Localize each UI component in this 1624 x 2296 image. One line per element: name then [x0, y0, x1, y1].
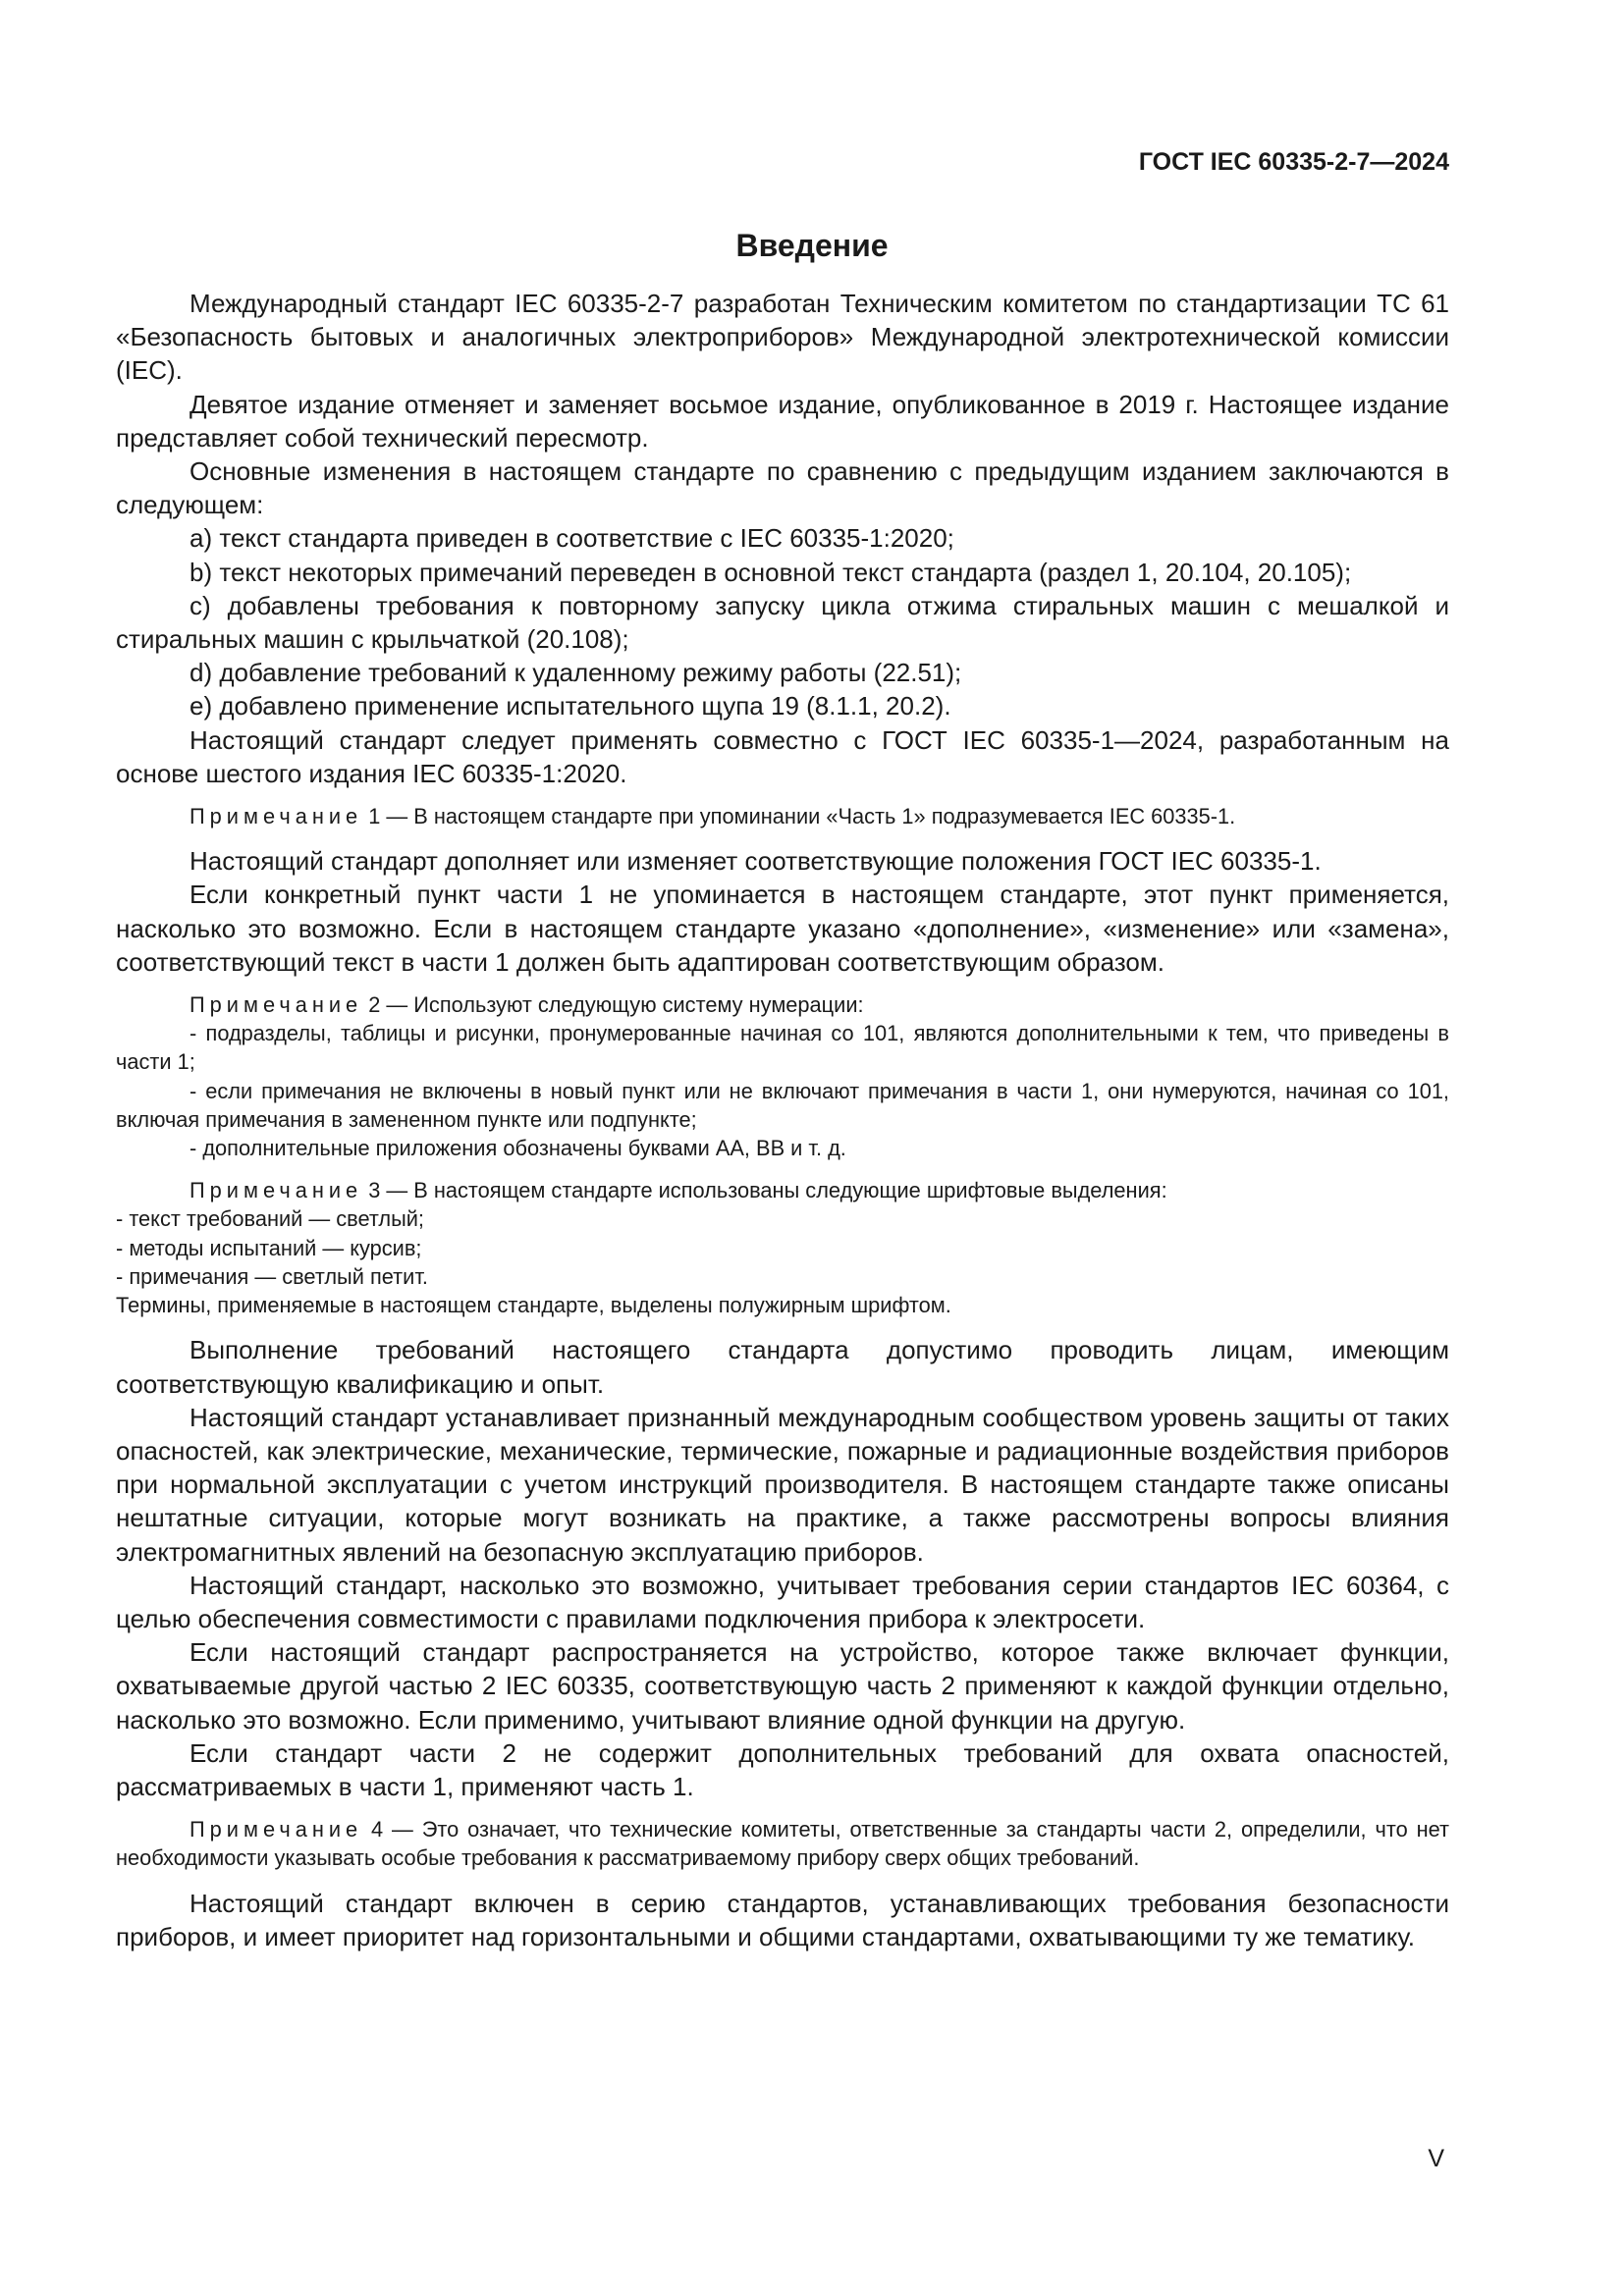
- note-item: - методы испытаний — курсив;: [116, 1235, 422, 1260]
- note-label: Примечание: [189, 1817, 363, 1842]
- paragraph: Если настоящий стандарт распространяется на устройство, которое также включает функции, охватываемые другой частью 2 IEC 60335, соответствующую часть 2 применяют к каждой функции отдельно, насколько это возможно. Если применимо, учитывают влияние одной функции на другую.: [116, 1637, 1449, 1735]
- note-3: [116, 1176, 1449, 1319]
- list-item-d: d) добавление требований к удаленному режиму работы (22.51);: [189, 658, 962, 688]
- paragraph: Настоящий стандарт следует применять совместно с ГОСТ IEC 60335-1—2024, разработанным на основе шестого издания IEC 60335-1:2020.: [116, 724, 1449, 788]
- main-text: [116, 287, 1449, 1953]
- note-label: Примечание: [189, 804, 363, 829]
- paragraph: Выполнение требований настоящего стандарта допустимо проводить лицам, имеющим соответствующую квалификацию и опыт.: [116, 1335, 1449, 1399]
- note-text: 2 — Используют следующую систему нумерации:: [362, 992, 864, 1018]
- note-1: [116, 802, 1449, 830]
- list-item-e: е) добавлено применение испытательного щупа 19 (8.1.1, 20.2).: [189, 691, 951, 721]
- list-item-b: b) текст некоторых примечаний переведен в основной текст стандарта (раздел 1, 20.104, 20.105);: [189, 557, 1352, 587]
- paragraph: Настоящий стандарт включен в серию стандартов, устанавливающих требования безопасности приборов, и имеет приоритет над горизонтальными и общими стандартами, охватывающими ту же тематику.: [116, 1888, 1449, 1951]
- note-4: [116, 1815, 1449, 1872]
- paragraph: Настоящий стандарт устанавливает признанный международным сообществом уровень защиты от таких опасностей, как электрические, механические, термические, пожарные и радиационные воздействия приборов при нормальной эксплуатации с учетом инструкций производителя. В настоящем стандарте также описаны нештатные ситуации, которые могут возникать на практике, а также рассмотрены вопросы влияния электромагнитных явлений на безопасную эксплуатацию приборов.: [116, 1402, 1449, 1567]
- page-number: V: [1428, 2145, 1444, 2172]
- paragraph: Международный стандарт IEC 60335-2-7 разработан Техническим комитетом по стандартизации ТС 61 «Безопасность бытовых и аналогичных электроприборов» Международной электротехнической комиссии (IEC).: [116, 289, 1449, 386]
- note-item: - текст требований — светлый;: [116, 1206, 424, 1232]
- paragraph: Если стандарт части 2 не содержит дополнительных требований для охвата опасностей, рассматриваемых в части 1, применяют часть 1.: [116, 1737, 1449, 1801]
- paragraph: Девятое издание отменяет и заменяет восьмое издание, опубликованное в 2019 г. Настоящее издание представляет собой технический пересмотр.: [116, 389, 1449, 453]
- note-item: - если примечания не включены в новый пункт или не включают примечания в части 1, они нумеруются, начиная со 101, включая примечания в замененном пункте или подпункте;: [116, 1078, 1449, 1132]
- note-2: [116, 990, 1449, 1162]
- list-item-a: а) текст стандарта приведен в соответствие с IEC 60335-1:2020;: [189, 523, 954, 554]
- note-item: Термины, применяемые в настоящем стандарте, выделены полужирным шрифтом.: [116, 1293, 951, 1318]
- paragraph: Настоящий стандарт, насколько это возможно, учитывает требования серии стандартов IEC 60364, с целью обеспечения совместимости с правилами подключения прибора к электросети.: [116, 1570, 1449, 1633]
- note-text: 1 — В настоящем стандарте при упоминании «Часть 1» подразумевается IEC 60335-1.: [362, 804, 1236, 829]
- note-text: 4 — Это означает, что технические комитеты, ответственные за стандарты части 2, определили, что нет необходимости указывать особые требования к рассматриваемому прибору сверх общих требований.: [116, 1817, 1449, 1871]
- page-title: Введение: [735, 228, 889, 263]
- list-item-c: с) добавлены требования к повторному запуску цикла отжима стиральных машин с мешалкой и стиральных машин с крыльчаткой (20.108);: [116, 590, 1449, 655]
- paragraph: Основные изменения в настоящем стандарте по сравнению с предыдущим изданием заключаются в следующем:: [116, 456, 1449, 520]
- note-item: - примечания — светлый петит.: [116, 1263, 428, 1289]
- note-label: Примечание: [189, 1178, 363, 1203]
- note-item: - дополнительные приложения обозначены буквами АА, ВВ и т. д.: [189, 1136, 846, 1161]
- document-header: ГОСТ IEC 60335-2-7—2024: [1138, 148, 1449, 176]
- paragraph: Если конкретный пункт части 1 не упоминается в настоящем стандарте, этот пункт применяется, насколько это возможно. Если в настоящем стандарте указано «дополнение», «изменение» или «замена», соответствующий текст в части 1 должен быть адаптирован соответствующим образом.: [116, 880, 1449, 977]
- note-label: Примечание: [189, 992, 363, 1018]
- note-item: - подразделы, таблицы и рисунки, пронумерованные начиная со 101, являются дополнительными к тем, что приведены в части 1;: [116, 1021, 1449, 1075]
- paragraph: Настоящий стандарт дополняет или изменяет соответствующие положения ГОСТ IEC 60335-1.: [189, 846, 1322, 877]
- note-text: 3 — В настоящем стандарте использованы следующие шрифтовые выделения:: [362, 1178, 1167, 1203]
